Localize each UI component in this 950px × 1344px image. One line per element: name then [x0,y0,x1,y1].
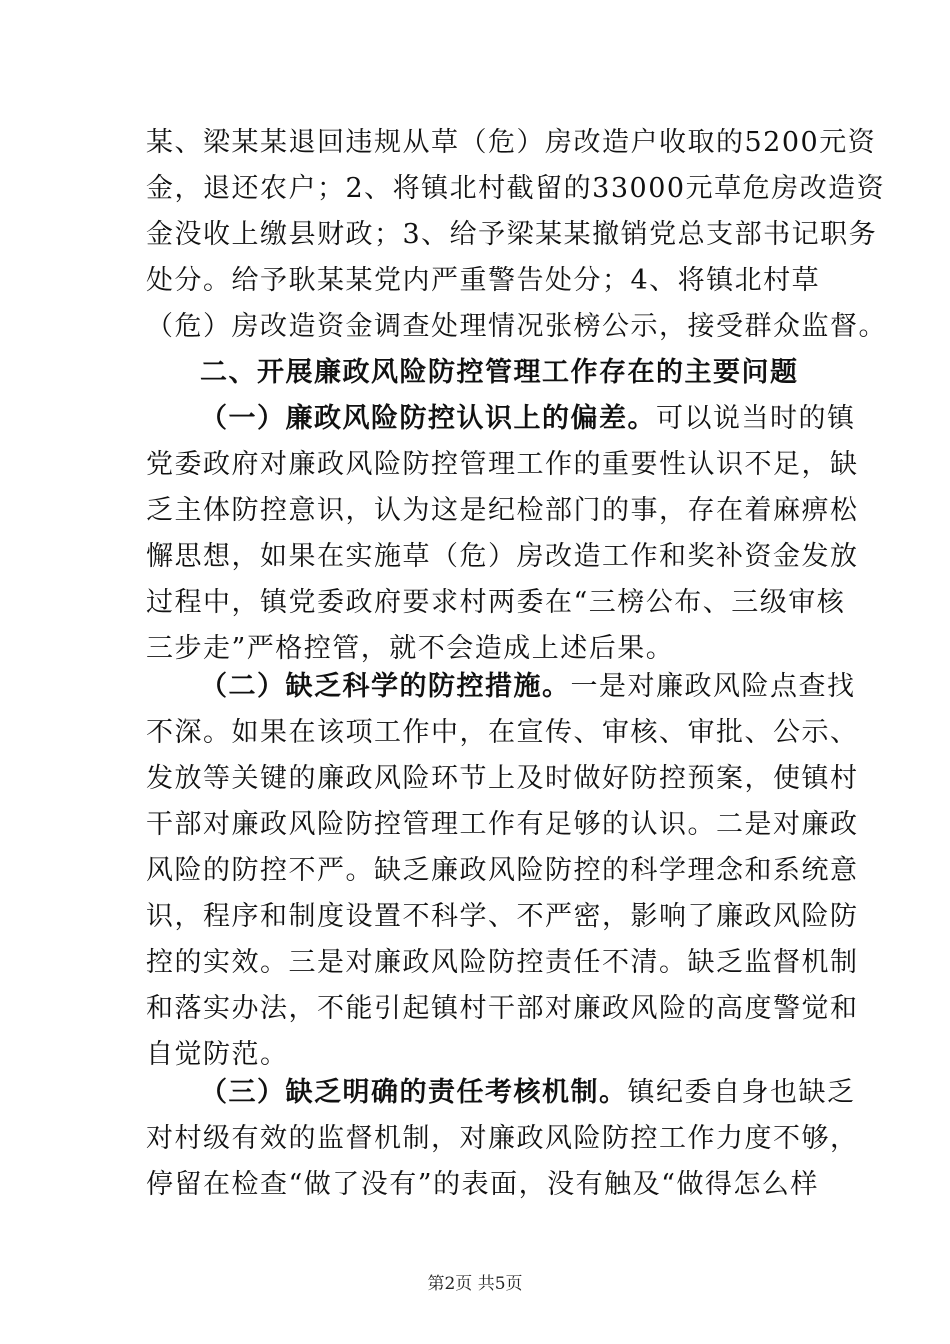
body-text-line: 金，退还农户；2、将镇北村截留的33000元草危房改造资 [146,173,886,204]
body-text-line: 控的实效。三是对廉政风险防控责任不清。缺乏监督机制 [146,947,859,978]
body-text-line: 发放等关键的廉政风险环节上及时做好防控预案，使镇村 [146,763,859,794]
body-text-line: （危）房改造资金调查处理情况张榜公示，接受群众监督。 [146,311,887,342]
body-text-line: 对村级有效的监督机制，对廉政风险防控工作力度不够， [146,1123,859,1154]
body-text-line: 停留在检查“做了没有”的表面，没有触及“做得怎么样 [146,1169,819,1200]
body-text-line: 金没收上缴县财政；3、给予梁某某撤销党总支部书记职务 [146,219,878,250]
body-text-line: 三步走”严格控管，就不会造成上述后果。 [146,633,675,664]
item-1-text: 可以说当时的镇 [656,403,856,434]
body-text-line: 自觉防范。 [146,1039,289,1070]
body-text-line: 某、梁某某退回违规从草（危）房改造户收取的5200元资 [146,127,877,158]
body-text-line: 处分。给予耿某某党内严重警告处分；4、将镇北村草 [146,265,821,296]
page-number: 第2页 共5页 [427,1274,523,1294]
item-2-first-line [200,664,856,710]
body-text-line: 懈思想，如果在实施草（危）房改造工作和奖补资金发放 [146,541,859,572]
body-text-line: 和落实办法，不能引起镇村干部对廉政风险的高度警觉和 [146,993,859,1024]
item-2-text: 一是对廉政风险点查找 [570,671,856,702]
body-text-line: 党委政府对廉政风险防控管理工作的重要性认识不足，缺 [146,449,859,480]
body-text-line: 识，程序和制度设置不科学、不严密，影响了廉政风险防 [146,901,859,932]
body-text-line: 乏主体防控意识，认为这是纪检部门的事，存在着麻痹松 [146,495,859,526]
item-2-heading: （二）缺乏科学的防控措施。 [200,671,571,702]
body-text-line: 不深。如果在该项工作中，在宣传、审核、审批、公示、 [146,717,859,748]
item-1-heading: （一）廉政风险防控认识上的偏差。 [200,403,656,434]
body-text-line: 干部对廉政风险防控管理工作有足够的认识。二是对廉政 [146,809,859,840]
body-text-line: 风险的防控不严。缺乏廉政风险防控的科学理念和系统意 [146,855,859,886]
item-3-text: 镇纪委自身也缺乏 [627,1077,856,1108]
item-3-first-line [200,1070,856,1116]
section-heading: 二、开展廉政风险防控管理工作存在的主要问题 [200,357,799,388]
item-3-heading: （三）缺乏明确的责任考核机制。 [200,1077,628,1108]
item-1-first-line [200,396,856,442]
body-text-line: 过程中，镇党委政府要求村两委在“三榜公布、三级审核 [146,587,846,618]
